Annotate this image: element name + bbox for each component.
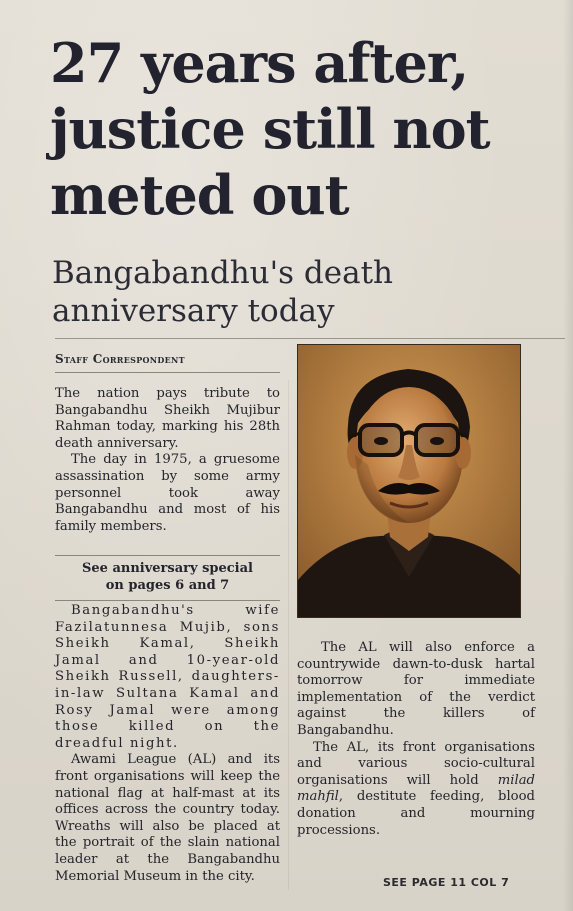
teaser-line-1: See anniversary special (82, 561, 253, 576)
paragraph-text: The AL, its front organisations and various socio-cultural organisations will hold (297, 739, 535, 788)
paragraph: Bangabandhu's wife Fazilatunnesa Mujib, sons Sheikh Kamal, Sheikh Jamal and 10-year-old Sheikh Russell, daughters-in-law Sultana Kamal and Rosy Jamal were among those killed on the dreadful night. (55, 603, 280, 751)
column-1-body (55, 603, 280, 885)
italic-term: milad mahfil (297, 772, 535, 805)
portrait-photo (297, 344, 521, 618)
paragraph: Awami League (AL) and its front organisations will keep the national flag at half-mast at its offices across the country today. Wreaths will also be placed at the portrait of the slain national leader at the Bangabandhu Memorial Museum in the city. (55, 752, 280, 884)
byline-divider (55, 372, 280, 373)
column-gutter (288, 380, 289, 890)
portrait-illustration (298, 345, 520, 617)
divider-rule (55, 338, 565, 339)
anniversary-teaser (55, 560, 280, 594)
continued-reference: SEE PAGE 11 COL 7 (383, 876, 510, 889)
paragraph: The nation pays tribute to Bangabandhu Sheikh Mujibur Rahman today, marking his 28th death anniversary. (55, 386, 280, 451)
column-1-intro (55, 386, 280, 535)
paragraph (297, 740, 535, 840)
teaser-box (55, 555, 280, 601)
headline: 27 years after, justice still not meted out (50, 31, 490, 227)
byline: Staff Correspondent (55, 352, 185, 366)
paragraph-text: , destitute feeding, blood donation and mourning processions. (297, 789, 535, 838)
paragraph: The day in 1975, a gruesome assassination by some army personnel took away Bangabandhu and most of his family members. (55, 452, 280, 534)
subheadline: Bangabandhu's death anniversary today (52, 255, 393, 329)
paragraph: The AL will also enforce a countrywide dawn-to-dusk hartal tomorrow for immediate implementation of the verdict against the killers of Bangabandhu. (297, 640, 535, 738)
column-2-body (297, 640, 535, 839)
teaser-line-2: on pages 6 and 7 (105, 578, 230, 593)
page-edge-shadow (563, 0, 573, 911)
